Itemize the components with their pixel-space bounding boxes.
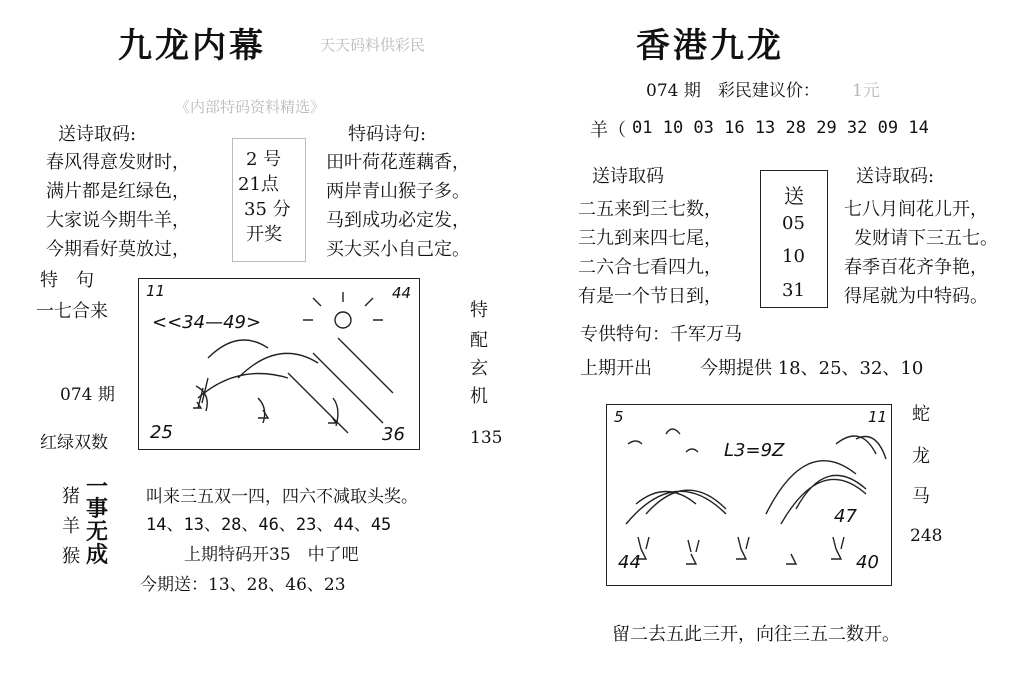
- left-poem-label: 送诗取码:: [58, 124, 137, 145]
- left-poem-line-1: 春风得意发财时，: [46, 152, 190, 173]
- send-box-num-2: 10: [782, 246, 805, 267]
- yang-numbers: 01 10 03 16 13 28 29 32 09 14: [632, 118, 929, 138]
- special-poem-line-4: 买大买小自己定。: [326, 239, 470, 260]
- special-poem-line-2: 两岸青山猴子多。: [326, 181, 470, 202]
- right-poem-right-2: 发财请下三五七。: [854, 228, 998, 249]
- time-box-line-2: 21点: [238, 174, 279, 195]
- left-side-char-2: 配: [470, 330, 488, 351]
- right-fig-mid: 47: [834, 506, 857, 527]
- send-box-title: 送: [784, 184, 804, 208]
- right-side-char-3: 马: [912, 486, 930, 507]
- right-poem-left-1: 二五来到三七数，: [578, 199, 722, 220]
- right-fig-top-left: 5: [614, 408, 624, 426]
- zodiac-1: 猪: [62, 486, 80, 507]
- right-side-number: 248: [910, 526, 943, 546]
- right-price: 1元: [852, 81, 880, 101]
- right-poem-left-3: 二六合七看四九，: [578, 257, 722, 278]
- tejv-text: 一七合来: [36, 301, 108, 322]
- provide-numbers: 今期提供 18、25、32、10: [700, 358, 924, 379]
- tejv-label: 特 句: [40, 270, 94, 291]
- right-fig-bottom-right: 40: [856, 552, 879, 573]
- left-subtitle: 《内部特码资料精选》: [175, 98, 326, 116]
- left-poem-line-2: 满片都是红绿色，: [46, 181, 190, 202]
- time-box-line-4: 开奖: [246, 224, 282, 245]
- right-poem-left-label: 送诗取码: [592, 166, 664, 187]
- right-issue-line: 074 期 彩民建议价：: [646, 81, 820, 101]
- right-title: 香港九龙: [636, 26, 784, 66]
- zodiac-2: 羊: [62, 516, 80, 537]
- right-poem-left-2: 三九到来四七尾，: [578, 228, 722, 249]
- left-side-number: 135: [470, 428, 503, 448]
- right-poem-right-4: 得尾就为中特码。: [844, 286, 988, 307]
- left-title: 九龙内幕: [118, 26, 266, 66]
- right-poem-right-label: 送诗取码:: [856, 166, 935, 187]
- right-fig-scribble: L3=9Z: [724, 440, 785, 461]
- left-figure-drawing: [138, 278, 418, 448]
- right-poem-left-4: 有是一个节日到，: [578, 286, 722, 307]
- left-line-1: 叫来三五双一四，四六不减取头奖。: [146, 487, 418, 507]
- redgreen-label: 红绿双数: [40, 433, 108, 453]
- big-char-3: 无: [86, 519, 109, 545]
- right-poem-right-3: 春季百花齐争艳，: [844, 257, 988, 278]
- big-char-2: 事: [86, 496, 109, 522]
- left-title-note: 天天码料供彩民: [320, 36, 426, 54]
- right-fig-top-right: 11: [868, 408, 888, 426]
- left-side-char-4: 机: [470, 386, 488, 407]
- special-poem-line-1: 田叶荷花莲藕香，: [326, 152, 470, 173]
- big-char-4: 成: [86, 542, 109, 568]
- big-char-1: 一: [86, 474, 109, 500]
- right-bottom-line: 留二去五此三开，向往三五二数开。: [612, 624, 900, 645]
- left-line-3: 上期特码开35 中了吧: [184, 545, 359, 565]
- last-issue-label: 上期开出: [580, 358, 652, 379]
- left-line-4: 今期送：13、28、46、23: [140, 575, 346, 595]
- left-fig-scribble: <<34—49>: [152, 312, 262, 333]
- right-poem-right-1: 七八月间花儿开，: [844, 199, 988, 220]
- left-issue: 074 期: [60, 385, 115, 405]
- left-poem-line-3: 大家说今期牛羊，: [46, 210, 190, 231]
- left-side-char-1: 特: [470, 300, 488, 321]
- right-figure-drawing: [606, 404, 890, 584]
- send-box-num-3: 31: [782, 280, 805, 301]
- zodiac-3: 猴: [62, 546, 80, 567]
- time-box-line-1: 2 号: [246, 149, 282, 170]
- left-fig-bottom-left: 25: [150, 422, 173, 443]
- time-box-line-3: 35 分: [244, 199, 291, 220]
- left-poem-line-4: 今期看好莫放过，: [46, 239, 190, 260]
- right-side-char-2: 龙: [912, 446, 930, 467]
- left-line-2: 14、13、28、46、23、44、45: [146, 515, 392, 535]
- left-side-char-3: 玄: [470, 358, 488, 379]
- send-box-num-1: 05: [782, 213, 805, 234]
- special-poem-line-3: 马到成功必定发，: [326, 210, 470, 231]
- left-fig-top-right: 44: [392, 284, 412, 302]
- left-fig-bottom-right: 36: [382, 424, 405, 445]
- left-fig-top-left: 11: [146, 282, 166, 300]
- special-poem-label: 特码诗句:: [348, 124, 427, 145]
- yang-label: 羊（: [590, 120, 626, 141]
- right-fig-bottom-left: 44: [618, 552, 641, 573]
- right-side-char-1: 蛇: [912, 404, 930, 425]
- special-sentence: 专供特句：千军万马: [580, 324, 742, 345]
